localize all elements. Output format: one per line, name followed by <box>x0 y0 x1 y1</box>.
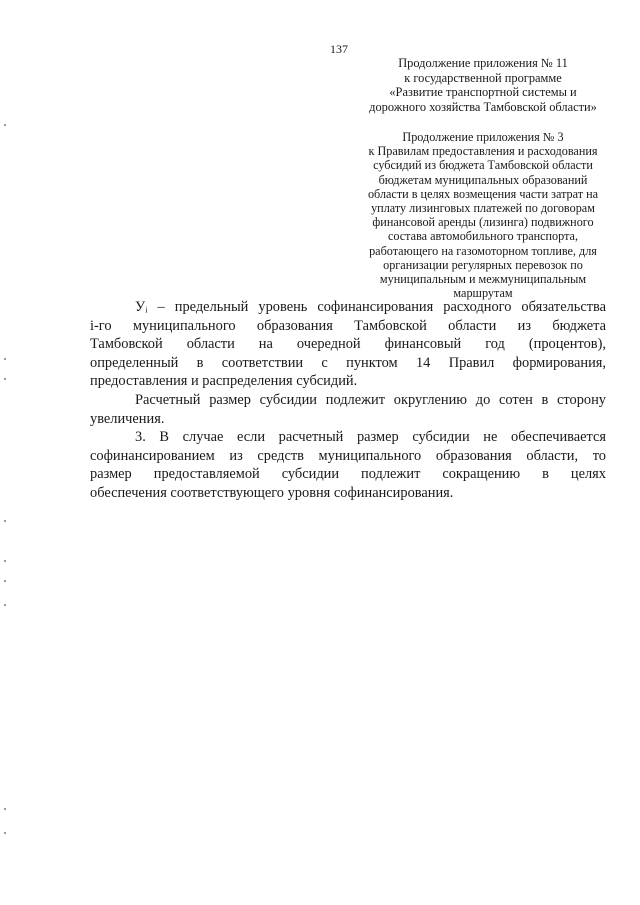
text-line: Тамбовской области на очередной финансовый год (процентов), <box>90 336 606 353</box>
text-line: софинансированием из средств муниципального образования области, то <box>90 447 606 464</box>
heading-line: области в целях возмещения части затрат на <box>367 186 599 201</box>
heading-line: уплату лизинговых платежей по договорам <box>371 201 595 216</box>
heading-line: финансовой аренды (лизинга) подвижного <box>372 215 594 230</box>
heading-line: организации регулярных перевозок по <box>383 257 583 272</box>
text-line: 3. В случае если расчетный размер субсидии не обеспечивается <box>135 429 606 446</box>
scan-speck <box>4 604 6 606</box>
scan-speck <box>4 520 6 522</box>
definition-paragraph <box>90 298 606 391</box>
heading-line: субсидий из бюджета Тамбовской области <box>373 158 593 173</box>
scan-speck <box>4 378 6 380</box>
heading-line: Продолжение приложения № 3 <box>402 130 564 144</box>
heading-line: маршрутам <box>453 286 513 301</box>
heading-line: «Развитие транспортной системы и <box>389 85 577 99</box>
heading-line: к Правилам предоставления и расходования <box>368 144 598 159</box>
clause-3-paragraph <box>90 428 606 502</box>
text-line: Расчетный размер субсидии подлежит округлению до сотен в сторону <box>135 391 606 408</box>
page-number: 137 <box>330 42 348 56</box>
scan-speck <box>4 832 6 834</box>
appendix-11-heading <box>340 56 626 114</box>
text-line: предоставления и распределения субсидий. <box>90 373 358 390</box>
text-line: обеспечения соответствующего уровня софинансирования. <box>90 484 454 501</box>
heading-line: к государственной программе <box>404 70 562 85</box>
heading-line: состава автомобильного транспорта, <box>387 229 579 244</box>
scan-speck <box>4 124 6 126</box>
heading-line: Продолжение приложения № 11 <box>398 56 568 70</box>
rounding-paragraph <box>90 391 606 428</box>
heading-line: муниципальным и межмуниципальным <box>379 272 587 287</box>
heading-line: бюджетам муниципальных образований <box>378 172 588 187</box>
text-line: определенный в соответствии с пунктом 14 Правил формирования, <box>90 354 606 371</box>
appendix-3-heading <box>340 130 626 300</box>
body-text <box>90 298 606 503</box>
heading-line: работающего на газомоторном топливе, для <box>369 243 597 258</box>
text-line: Уᵢ – предельный уровень софинансирования расходного обязательства <box>135 299 606 315</box>
scan-speck <box>4 358 6 360</box>
text-line: размер предоставляемой субсидии подлежит сокращению в целях <box>90 466 606 483</box>
scan-speck <box>4 808 6 810</box>
text-line: i-го муниципального образования Тамбовской области из бюджета <box>90 317 606 334</box>
scan-speck <box>4 580 6 582</box>
text-line: увеличения. <box>90 410 165 427</box>
scan-speck <box>4 560 6 562</box>
heading-line: дорожного хозяйства Тамбовской области» <box>369 99 597 114</box>
